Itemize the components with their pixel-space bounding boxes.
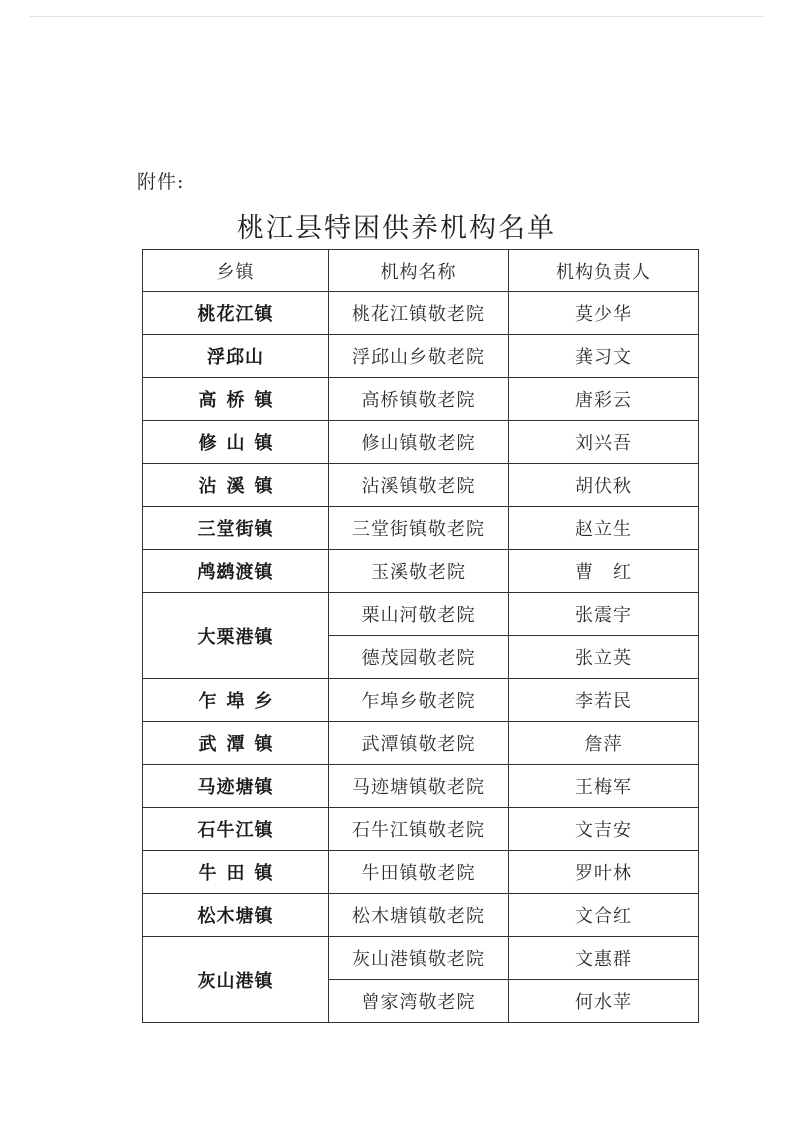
- head-cell: 胡伏秋: [509, 464, 699, 507]
- town-cell: 浮邱山: [143, 335, 329, 378]
- table-header-row: [143, 250, 699, 292]
- town-cell: 大栗港镇: [143, 593, 329, 679]
- institution-table: [142, 249, 699, 1023]
- head-cell: 刘兴吾: [509, 421, 699, 464]
- institution-cell: 松木塘镇敬老院: [329, 894, 509, 937]
- town-cell: 灰山港镇: [143, 937, 329, 1023]
- table-row: [143, 851, 699, 894]
- head-cell: 赵立生: [509, 507, 699, 550]
- town-cell: 马迹塘镇: [143, 765, 329, 808]
- town-cell: 沾溪镇: [143, 464, 329, 507]
- table-row: [143, 421, 699, 464]
- column-header-institution: 机构名称: [329, 250, 509, 292]
- town-cell: 高桥镇: [143, 378, 329, 421]
- institution-cell: 马迹塘镇敬老院: [329, 765, 509, 808]
- top-divider: [30, 16, 763, 17]
- table-row: [143, 593, 699, 636]
- institution-cell: 三堂街镇敬老院: [329, 507, 509, 550]
- institution-cell: 沾溪镇敬老院: [329, 464, 509, 507]
- table-row: [143, 378, 699, 421]
- institution-cell: 武潭镇敬老院: [329, 722, 509, 765]
- town-cell: 桃花江镇: [143, 292, 329, 335]
- head-cell: 张震宇: [509, 593, 699, 636]
- institution-cell: 桃花江镇敬老院: [329, 292, 509, 335]
- head-cell: 龚习文: [509, 335, 699, 378]
- head-cell: 文吉安: [509, 808, 699, 851]
- column-header-town: 乡镇: [143, 250, 329, 292]
- head-cell: 唐彩云: [509, 378, 699, 421]
- head-cell: 文合红: [509, 894, 699, 937]
- head-cell: 詹萍: [509, 722, 699, 765]
- institution-cell: 浮邱山乡敬老院: [329, 335, 509, 378]
- page-title: 桃江县特困供养机构名单: [237, 213, 556, 244]
- table-row: [143, 550, 699, 593]
- institution-cell: 灰山港镇敬老院: [329, 937, 509, 980]
- head-cell: 文惠群: [509, 937, 699, 980]
- head-cell: 李若民: [509, 679, 699, 722]
- head-cell: 何水苹: [509, 980, 699, 1023]
- institution-cell: 曾家湾敬老院: [329, 980, 509, 1023]
- institution-cell: 德茂园敬老院: [329, 636, 509, 679]
- table-row: [143, 894, 699, 937]
- institution-cell: 石牛江镇敬老院: [329, 808, 509, 851]
- table-row: [143, 507, 699, 550]
- town-cell: 石牛江镇: [143, 808, 329, 851]
- head-cell: 罗叶林: [509, 851, 699, 894]
- attachment-label: 附件:: [137, 171, 185, 193]
- head-cell: 曹 红: [509, 550, 699, 593]
- table-row: [143, 722, 699, 765]
- head-cell: 王梅军: [509, 765, 699, 808]
- town-cell: 鸬鹚渡镇: [143, 550, 329, 593]
- table-row: [143, 765, 699, 808]
- town-cell: 修山镇: [143, 421, 329, 464]
- column-header-head: 机构负责人: [509, 250, 699, 292]
- institution-cell: 乍埠乡敬老院: [329, 679, 509, 722]
- institution-cell: 牛田镇敬老院: [329, 851, 509, 894]
- town-cell: 松木塘镇: [143, 894, 329, 937]
- town-cell: 武潭镇: [143, 722, 329, 765]
- institution-cell: 栗山河敬老院: [329, 593, 509, 636]
- table-row: [143, 335, 699, 378]
- table-row: [143, 292, 699, 335]
- table-row: [143, 937, 699, 980]
- table-row: [143, 679, 699, 722]
- institution-cell: 高桥镇敬老院: [329, 378, 509, 421]
- institution-cell: 玉溪敬老院: [329, 550, 509, 593]
- head-cell: 莫少华: [509, 292, 699, 335]
- town-cell: 乍埠乡: [143, 679, 329, 722]
- table-row: [143, 464, 699, 507]
- head-cell: 张立英: [509, 636, 699, 679]
- town-cell: 牛田镇: [143, 851, 329, 894]
- institution-cell: 修山镇敬老院: [329, 421, 509, 464]
- town-cell: 三堂街镇: [143, 507, 329, 550]
- table-row: [143, 808, 699, 851]
